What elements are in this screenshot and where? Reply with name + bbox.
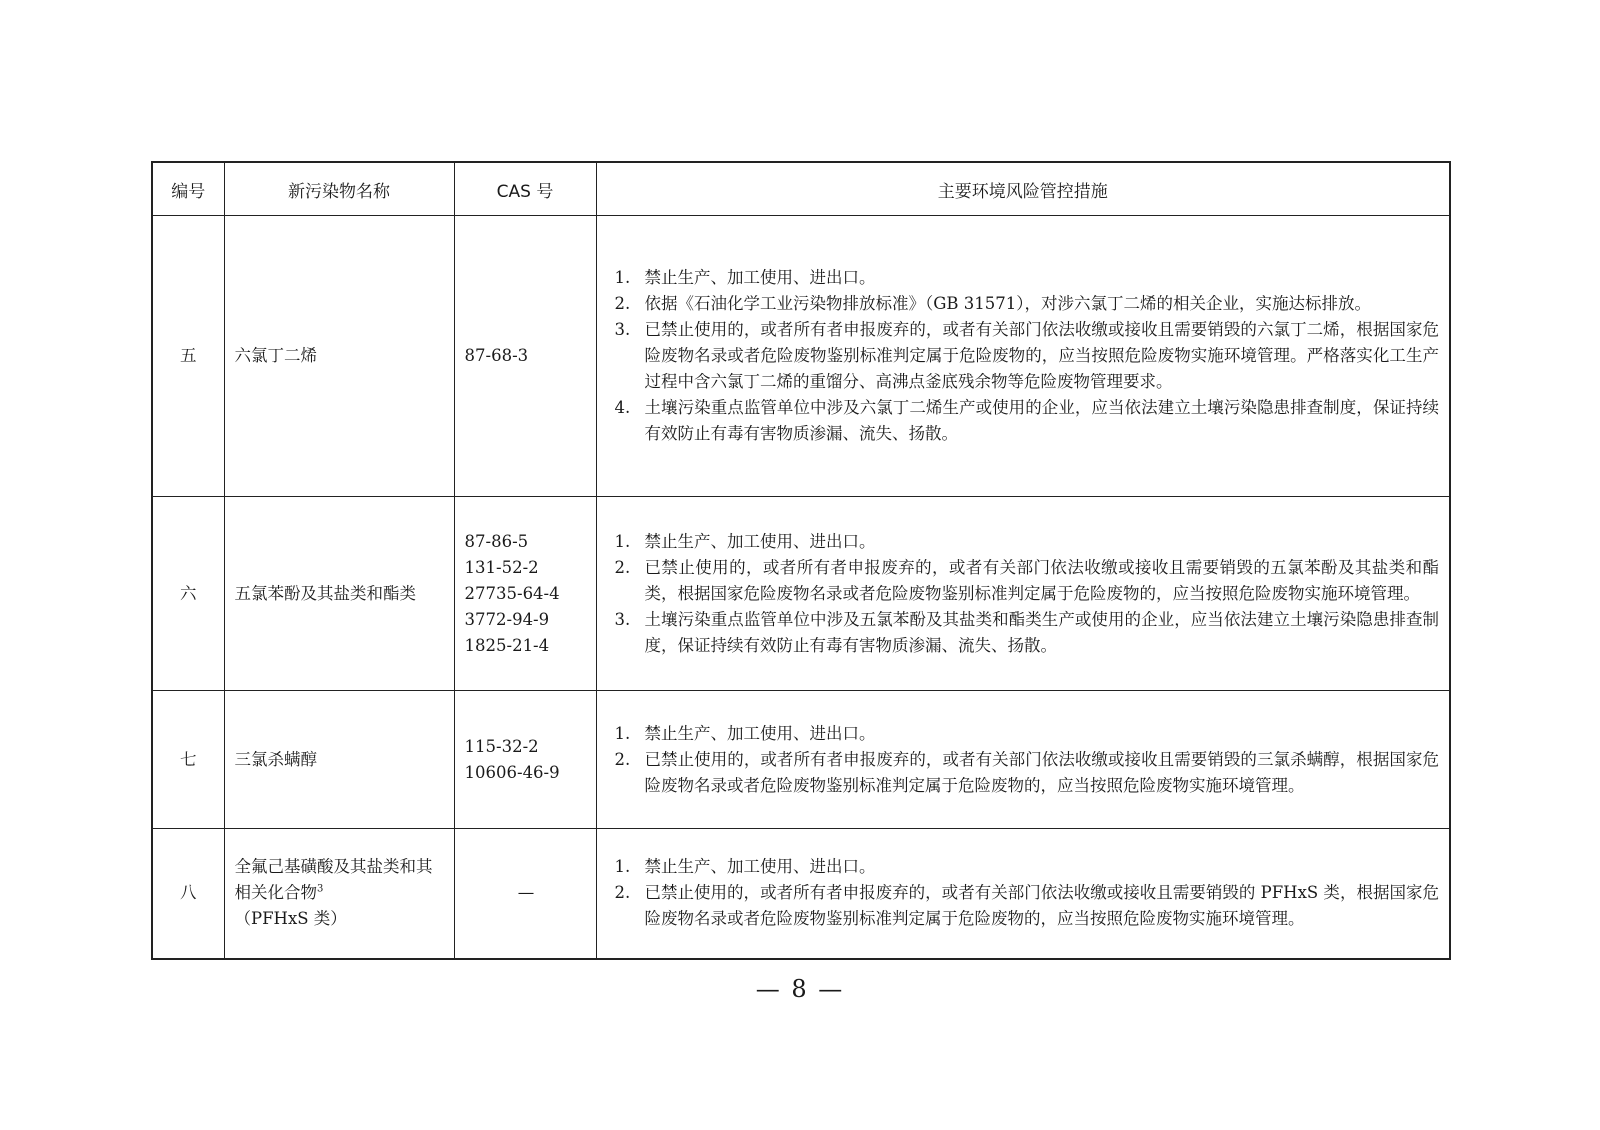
- measure-item: [615, 529, 1440, 555]
- measure-number: 2.: [614, 749, 631, 769]
- measure-number: 1.: [614, 723, 631, 743]
- measures-list: [615, 721, 1440, 799]
- measure-text: 已禁止使用的，或者所有者申报废弃的，或者有关部门依法收缴或接收且需要销毁的五氯苯酚及其盐类和酯类，根据国家危险废物名录或者危险废物鉴别标准判定属于危险废物的，应当按照危险废物实施环境管理。: [644, 557, 1439, 603]
- cas-number: 87-68-3: [464, 346, 529, 365]
- measure-number: 1.: [614, 531, 631, 551]
- measure-text: 依据《石油化学工业污染物排放标准》（GB 31571），对涉六氯丁二烯的相关企业，实施达标排放。: [644, 294, 1372, 313]
- measure-item: [615, 317, 1440, 395]
- cas-number: 115-32-2: [464, 736, 539, 756]
- measure-item: [615, 854, 1440, 880]
- table-row: [152, 497, 1450, 691]
- measure-text: 土壤污染重点监管单位中涉及五氯苯酚及其盐类和酯类生产或使用的企业，应当依法建立土壤污染隐患排查制度，保证持续有效防止有毒有害物质渗漏、流失、扬散。: [644, 609, 1439, 655]
- measures-cell: [596, 829, 1450, 959]
- header-measures: 主要环境风险管控措施: [596, 162, 1450, 216]
- measure-text: 禁止生产、加工使用、进出口。: [644, 857, 876, 877]
- measure-item: [615, 747, 1440, 799]
- measure-number: 1.: [614, 857, 631, 877]
- measure-item: [615, 607, 1440, 659]
- measure-number: 3.: [614, 609, 631, 629]
- pollutant-name: 三氯杀螨醇: [224, 691, 454, 829]
- measure-text: 已禁止使用的，或者所有者申报废弃的，或者有关部门依法收缴或接收且需要销毁的三氯杀螨醇，根据国家危险废物名录或者危险废物鉴别标准判定属于危险废物的，应当按照危险废物实施环境管理。: [644, 749, 1439, 795]
- measures-list: [615, 265, 1440, 447]
- table-row: [152, 691, 1450, 829]
- pollutant-name: 五氯苯酚及其盐类和酯类: [224, 497, 454, 691]
- measure-number: 2.: [614, 294, 631, 313]
- measure-number: 2.: [614, 883, 631, 903]
- cas-number: 131-52-2: [464, 557, 539, 577]
- pollutant-name: 六氯丁二烯: [224, 216, 454, 497]
- measure-number: 4.: [614, 398, 631, 417]
- measure-text: 禁止生产、加工使用、进出口。: [644, 531, 876, 551]
- row-number: 七: [152, 691, 224, 829]
- cas-number: 3772-94-9: [464, 609, 550, 629]
- measure-text: 已禁止使用的，或者所有者申报废弃的，或者有关部门依法收缴或接收且需要销毁的六氯丁二烯，根据国家危险废物名录或者危险废物鉴别标准判定属于危险废物的，应当按照危险废物实施环境管理。严格落实化工生产过程中含六氯丁二烯的重馏分、高沸点釜底残余物等危险废物管理要求。: [644, 320, 1439, 391]
- row-number: 五: [152, 216, 224, 497]
- measure-text: 禁止生产、加工使用、进出口。: [644, 723, 876, 743]
- measure-text: 土壤污染重点监管单位中涉及六氯丁二烯生产或使用的企业，应当依法建立土壤污染隐患排查制度，保证持续有效防止有毒有害物质渗漏、流失、扬散。: [644, 398, 1439, 443]
- footnote-marker: 3: [317, 883, 324, 895]
- measure-item: [615, 395, 1440, 447]
- page-number: — 8 —: [755, 975, 845, 1003]
- pollutant-name-line1: 全氟己基磺酸及其盐类和其相关化合物: [234, 857, 433, 903]
- pollutant-name: [224, 829, 454, 959]
- measure-item: [615, 291, 1440, 317]
- cas-number: 87-86-5: [464, 531, 529, 551]
- measures-cell: [596, 216, 1450, 497]
- header-cas: CAS 号: [454, 162, 596, 216]
- measure-item: [615, 265, 1440, 291]
- table-row: [152, 216, 1450, 497]
- table-row: [152, 829, 1450, 959]
- table-header-row: [152, 162, 1450, 216]
- cas-number: 27735-64-4: [464, 583, 560, 603]
- measure-item: [615, 721, 1440, 747]
- measures-list: [615, 854, 1440, 932]
- cas-cell: [454, 497, 596, 691]
- header-number: 编号: [152, 162, 224, 216]
- measure-item: [615, 880, 1440, 932]
- cas-cell: [454, 829, 596, 959]
- cas-number: 1825-21-4: [464, 635, 550, 655]
- measure-number: 3.: [614, 320, 631, 339]
- cas-dash: —: [517, 883, 535, 903]
- measures-cell: [596, 691, 1450, 829]
- row-number: 八: [152, 829, 224, 959]
- measure-number: 1.: [614, 268, 631, 287]
- pollutant-name-line2: （PFHxS 类）: [234, 909, 347, 929]
- measure-item: [615, 555, 1440, 607]
- header-name: 新污染物名称: [224, 162, 454, 216]
- measures-list: [615, 529, 1440, 659]
- measure-number: 2.: [614, 557, 631, 577]
- measure-text: 已禁止使用的，或者所有者申报废弃的，或者有关部门依法收缴或接收且需要销毁的 PFHxS 类，根据国家危险废物名录或者危险废物鉴别标准判定属于危险废物的，应当按照危险废物实施环境管理。: [644, 883, 1439, 929]
- row-number: 六: [152, 497, 224, 691]
- cas-cell: [454, 216, 596, 497]
- cas-number: 10606-46-9: [464, 762, 560, 782]
- measure-text: 禁止生产、加工使用、进出口。: [644, 268, 876, 287]
- measures-cell: [596, 497, 1450, 691]
- cas-cell: [454, 691, 596, 829]
- pollutant-table: [151, 161, 1451, 960]
